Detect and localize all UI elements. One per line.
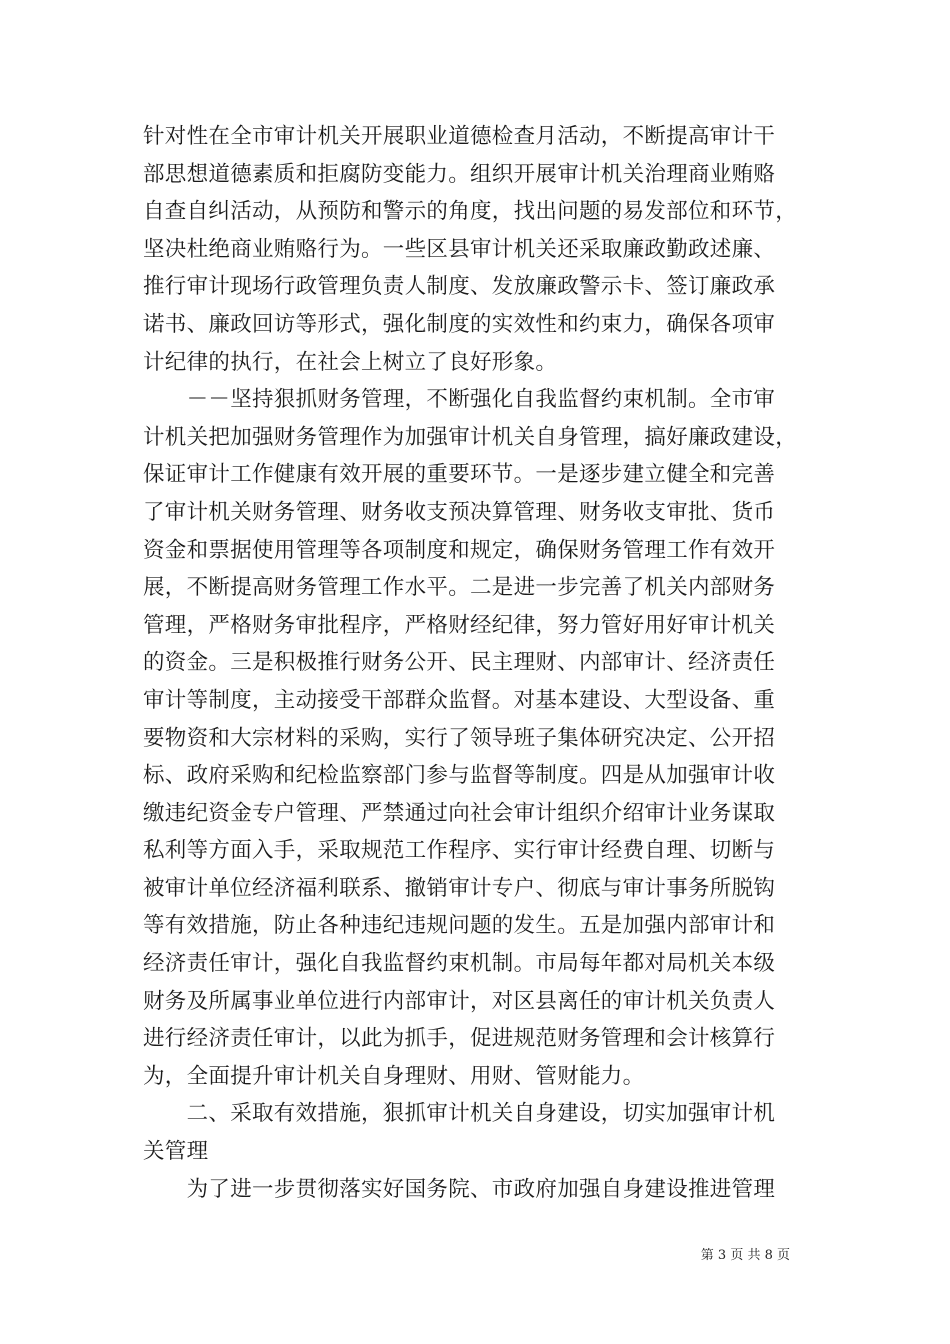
text-line: 管理，严格财务审批程序，严格财经纪律，努力管好用好审计机关 <box>143 612 776 638</box>
text-line: 坚决杜绝商业贿赂行为。一些区县审计机关还采取廉政勤政述廉、 <box>143 236 776 262</box>
text-line: 计纪律的执行，在社会上树立了良好形象。 <box>143 349 558 375</box>
text-line: 审计等制度，主动接受干部群众监督。对基本建设、大型设备、重 <box>143 687 776 713</box>
body-text <box>143 118 813 1208</box>
text-line: 缴违纪资金专户管理、严禁通过向社会审计组织介绍审计业务谋取 <box>143 800 776 826</box>
text-line: 计机关把加强财务管理作为加强审计机关自身管理，搞好廉政建设， <box>143 424 798 450</box>
text-line: 的资金。三是积极推行财务公开、民主理财、内部审计、经济责任 <box>143 650 776 676</box>
text-line: 自查自纠活动，从预防和警示的角度，找出问题的易发部位和环节， <box>143 199 798 225</box>
text-line: 了审计机关财务管理、财务收支预决算管理、财务收支审批、货币 <box>143 499 776 525</box>
text-line: 诺书、廉政回访等形式，强化制度的实效性和约束力，确保各项审 <box>143 311 776 337</box>
text-line: 展，不断提高财务管理工作水平。二是进一步完善了机关内部财务 <box>143 575 776 601</box>
section-heading-line: 关管理 <box>143 1139 209 1165</box>
text-line: 部思想道德素质和拒腐防变能力。组织开展审计机关治理商业贿赂 <box>143 161 776 187</box>
text-line: 为，全面提升审计机关自身理财、用财、管财能力。 <box>143 1063 645 1089</box>
text-line: 为了进一步贯彻落实好国务院、市政府加强自身建设推进管理 <box>143 1176 776 1202</box>
text-line: 资金和票据使用管理等各项制度和规定，确保财务管理工作有效开 <box>143 537 776 563</box>
text-line: 等有效措施，防止各种违纪违规问题的发生。五是加强内部审计和 <box>143 913 776 939</box>
text-line: 针对性在全市审计机关开展职业道德检查月活动，不断提高审计干 <box>143 124 776 149</box>
text-line: －－坚持狠抓财务管理，不断强化自我监督约束机制。全市审 <box>143 387 776 413</box>
text-line: 标、政府采购和纪检监察部门参与监督等制度。四是从加强审计收 <box>143 763 776 789</box>
text-line: 私利等方面入手，采取规范工作程序、实行审计经费自理、切断与 <box>143 838 776 864</box>
text-line: 被审计单位经济福利联系、撤销审计专户、彻底与审计事务所脱钩 <box>143 875 776 901</box>
text-line: 进行经济责任审计，以此为抓手，促进规范财务管理和会计核算行 <box>143 1026 776 1052</box>
text-line: 财务及所属事业单位进行内部审计，对区县离任的审计机关负责人 <box>143 988 776 1014</box>
text-line: 保证审计工作健康有效开展的重要环节。一是逐步建立健全和完善 <box>143 462 776 488</box>
text-line: 经济责任审计，强化自我监督约束机制。市局每年都对局机关本级 <box>143 951 776 977</box>
page-number: 第 3 页 共 8 页 <box>700 1248 790 1263</box>
text-line: 推行审计现场行政管理负责人制度、发放廉政警示卡、签订廉政承 <box>143 274 776 300</box>
text-line: 要物资和大宗材料的采购，实行了领导班子集体研究决定、公开招 <box>143 725 776 751</box>
section-heading-line: 二、采取有效措施，狠抓审计机关自身建设，切实加强审计机 <box>143 1101 776 1127</box>
